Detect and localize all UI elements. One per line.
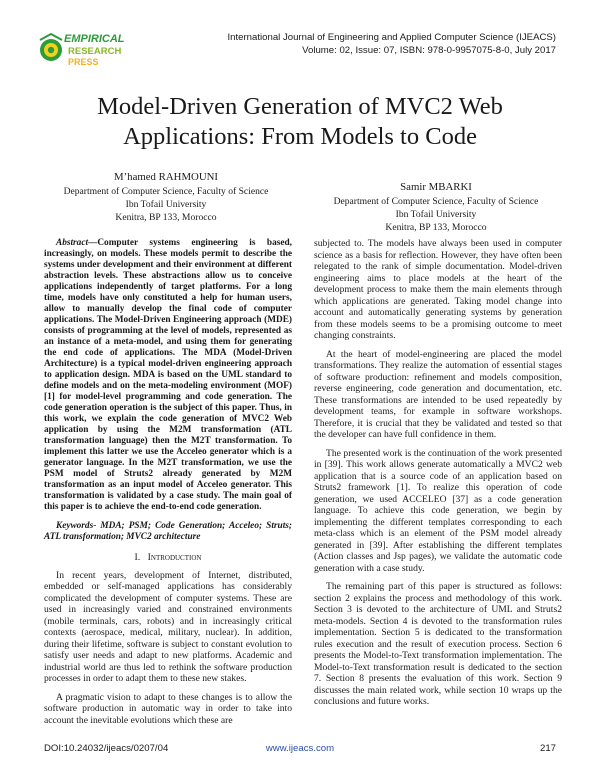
abstract-text: —Computer systems engineering is based, increasingly, on models. These models permit to describe the systems under development and their environment at different abstraction levels. These abstractions allow us to conceive applications independently of target platforms. For a long time, models have only constituted a help for human users, allow to manually develop the final code of computer applications. The Model-Driven Engineering approach (MDE) consists of programming at the level of models, represented as an instance of a meta-model, and using them for generating the end code of applications. The MDA (Model-Driven Architecture) is a typical model-driven engineering approach to application design. MDA is based on the UML standard to define models and on the meta-modeling environment (MOF) [1] for model-level programming and code generation. The code generation operation is the subject of this paper. Thus, in this work, we explain the code generation of MVC2 Web application by using the M2M transformation (ATL transformation language) then the M2T transformation. To implement this latter we use the Acceleo generator which is a generator language. In the M2T transformation, we use the PSM model of Struts2 already generated by M2M transformation as an input model of Acceleo generator. This transformation is validated by a case study. The main goal of this paper is to achieve the end-to-end code generation. bbox=[44, 238, 292, 512]
footer-doi: DOI:10.24032/ijeacs/0207/04 bbox=[44, 743, 169, 754]
author-university: Ibn Tofail University bbox=[125, 199, 207, 210]
body-paragraph: In recent years, development of Internet, distributed, embedded or self-managed applications has considerably complicated the development of computer systems. These are used in increasingly varied and constrained environments (mobile terminals, cars, robots) and in increasingly critical contexts (aerospace, medical, military, nuclear). In addition, during their lifetime, software is subject to constant evolution to satisfy user needs and adapt to new platforms. Academic and industrial world are thus led to rethink the software production processes in order to adapt them to these new stakes. bbox=[44, 569, 292, 684]
logo-emblem-icon bbox=[38, 30, 158, 70]
body-paragraph: At the heart of model-engineering are placed the model transformations. They realize the automation of essential stages of software production: refinement and models composition, reverse engineering, code generation and documentation, etc. These transformations are intended to be used repeatedly by development teams, for example in software workshops. Therefore, it is crucial that they be validated and tested so that the developer can have full confidence in them. bbox=[314, 348, 562, 440]
body-paragraph: The presented work is the continuation of the work presented in [39]. This work allows generate automatically a MVC2 web application that is a source code of an application based on Struts2 framework [1]. To realize this operation of code generation, we used ACCELEO [37] as a code generation language. To achieve this code generation, we begin by implementing the different templates corresponding to each meta-class which is an element of the PSM model already generated in [39]. After establishing the different templates (Action classes and Jsp pages), we validate the automatic code generation with a case study. bbox=[314, 447, 562, 574]
author-address: Kenitra, BP 133, Morocco bbox=[115, 212, 217, 223]
logo-line-2: RESEARCH bbox=[68, 46, 122, 57]
author-block-1 bbox=[44, 170, 288, 224]
author-address: Kenitra, BP 133, Morocco bbox=[385, 222, 487, 233]
logo-line-3: PRESS bbox=[68, 57, 99, 67]
title-line-1: Model-Driven Generation of MVC2 Web bbox=[97, 93, 503, 120]
publisher-logo bbox=[38, 30, 158, 70]
author-university: Ibn Tofail University bbox=[395, 209, 477, 220]
journal-header bbox=[227, 31, 556, 57]
author-block-2 bbox=[312, 180, 560, 234]
left-column bbox=[44, 238, 292, 733]
body-paragraph: A pragmatic vision to adapt to these changes is to allow the software production in automatic way in order to take into account the inevitable evolutions which these are bbox=[44, 691, 292, 726]
author-department: Department of Computer Science, Faculty of Science bbox=[63, 186, 269, 197]
journal-name: International Journal of Engineering and Applied Computer Science (IJEACS) bbox=[227, 32, 556, 43]
journal-volume: Volume: 02, Issue: 07, ISBN: 978-0-9957075-8-0, July 2017 bbox=[302, 45, 556, 56]
body-paragraph: The remaining part of this paper is structured as follows: section 2 explains the process and methodology of this work. Section 3 is devoted to the architecture of UML and Struts2 meta-models. Section 4 is devoted to the transformation rules implementation. Section 5 is dedicated to the transformation rules execution and the result of execution process. Section 6 presents the Model-to-Text transformation implementation. The Model-to-Text transformation result is dedicated to the section 7. Section 8 presents the evaluation of this work. Section 9 discusses the main related work, while section 10 wraps up the conclusions and future works. bbox=[314, 581, 562, 707]
abstract bbox=[44, 238, 292, 513]
page-number: 217 bbox=[539, 743, 556, 754]
logo-line-1: EMPIRICAL bbox=[64, 33, 125, 45]
section-heading bbox=[44, 552, 292, 564]
author-department: Department of Computer Science, Faculty of Science bbox=[333, 196, 539, 207]
keywords: Keywords- MDA; PSM; Code Generation; Acceleo; Struts; ATL transformation; MVC2 architecture bbox=[44, 521, 292, 542]
section-title: Introduction bbox=[147, 552, 202, 563]
author-name: Samir MBARKI bbox=[400, 181, 472, 193]
abstract-label: Abstract bbox=[56, 238, 89, 248]
title-line-2: Applications: From Models to Code bbox=[123, 123, 477, 150]
section-number: I. bbox=[134, 552, 141, 563]
author-name: M’hamed RAHMOUNI bbox=[113, 171, 219, 183]
body-paragraph: subjected to. The models have always been used in computer science as a basis for reflection. However, they have often been relegated to the rank of simple documentation. Model-driven engineering aims to place models at the heart of the development process to make them the main elements through which applications are generated. Taking model change into account and automatically generating systems by generation from these models seems to be a promising outcome to meet changing constraints. bbox=[314, 238, 562, 341]
right-column bbox=[314, 238, 562, 715]
paper-title bbox=[40, 92, 560, 152]
footer-url-link[interactable]: www.ijeacs.com bbox=[265, 743, 335, 754]
